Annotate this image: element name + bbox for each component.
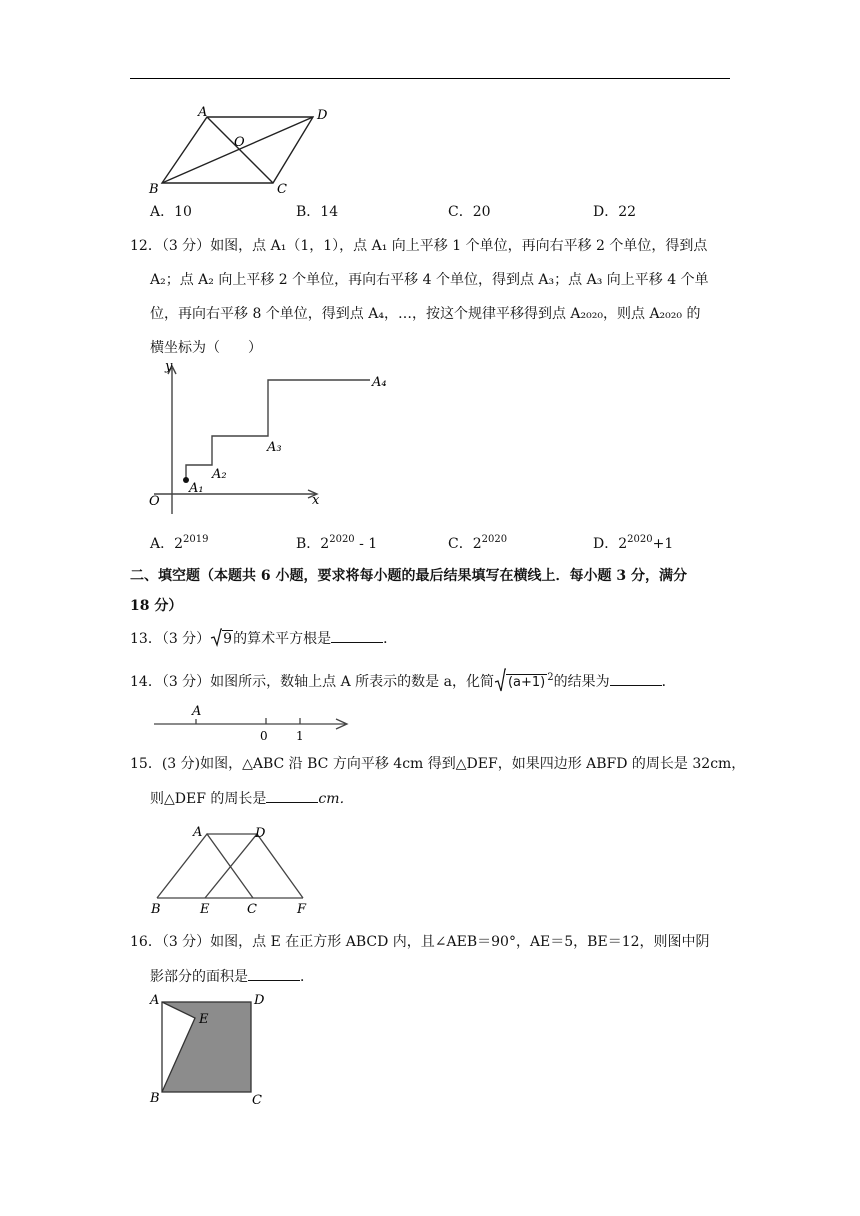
label-C: C [247, 902, 257, 917]
section-2-heading-line-2: 18 分） [130, 598, 183, 614]
q12-option-c: C．$2^{2020}$ [448, 534, 508, 552]
label-E: E [200, 902, 210, 917]
q15-line-1: 15．(3 分)如图，△ABC 沿 BC 方向平移 4cm 得到△DEF，如果四边形 ABFD 的周长是 32cm， [130, 756, 746, 772]
q14-answer-blank [610, 671, 662, 686]
q14-radicand: (a+1) [507, 675, 546, 690]
q11-option-b: B．14 [296, 204, 339, 220]
square-figure [145, 990, 275, 1110]
label-A: A [193, 825, 203, 840]
label-C: C [277, 182, 287, 197]
q12-option-a: A．$2^{2019}$ [150, 534, 209, 552]
q13-text: 13．（3 分） 9的算术平方根是 ． [130, 628, 397, 649]
q13-radicand: 9 [223, 631, 233, 647]
label-A: A [198, 105, 208, 120]
q14-exponent: 2 [547, 672, 554, 683]
q12-option-d: D．$2^{2020}+1$ [593, 534, 674, 552]
q15-answer-blank [266, 788, 318, 803]
x-axis-label: x [312, 493, 320, 508]
label-B: B [150, 1091, 160, 1106]
label-C: C [252, 1093, 262, 1108]
header-rule [130, 78, 730, 79]
section-2-heading-line-1: 二、填空题（本题共 6 小题，要求将每小题的最后结果填写在横线上．每小题 3 分，满分 [130, 568, 687, 584]
label-A4: A₄ [372, 375, 387, 390]
label-D: D [255, 826, 266, 841]
origin-label: O [149, 494, 160, 509]
q16-line-1: 16．（3 分）如图，点 E 在正方形 ABCD 内，且∠AEB＝90°，AE＝5，BE＝12，则图中阴 [130, 934, 710, 950]
parallelogram-figure [140, 100, 350, 200]
sqrt-symbol [210, 628, 222, 646]
triangles-figure [145, 822, 345, 917]
label-A: A [192, 704, 202, 719]
q12-line-1: 12．（3 分）如图，点 A₁（1，1），点 A₁ 向上平移 1 个单位，再向右平移 2 个单位，得到点 [130, 238, 708, 254]
q15-line-2: 则△DEF 的周长是 cm． [150, 788, 354, 809]
q16-answer-blank [248, 966, 300, 981]
sqrt-symbol [494, 668, 506, 692]
q12-line-3: 位，再向右平移 8 个单位，得到点 A₄，…，按这个规律平移得到点 A₂₀₂₀，则点 A₂₀₂₀ 的 [150, 306, 701, 322]
label-B: B [151, 902, 161, 917]
label-A: A [150, 993, 160, 1008]
label-A2: A₂ [212, 467, 227, 482]
label-E: E [199, 1012, 209, 1027]
q11-option-a: A．10 [150, 204, 192, 220]
y-axis-label: y [165, 359, 173, 374]
q12-line-2: A₂；点 A₂ 向上平移 2 个单位，再向右平移 4 个单位，得到点 A₃；点 A₃ 向上平移 4 个单 [150, 272, 709, 288]
label-D: D [317, 108, 328, 123]
q12-line-4: 横坐标为（ ） [150, 340, 262, 356]
tick-one: 1 [296, 729, 304, 743]
q12-option-b: B．$2^{2020} - 1$ [296, 534, 378, 552]
label-F: F [297, 902, 307, 917]
q11-option-d: D．22 [593, 204, 637, 220]
number-line-figure [150, 702, 360, 742]
staircase-figure [140, 359, 400, 522]
q11-option-c: C．20 [448, 204, 491, 220]
label-O: O [234, 135, 245, 150]
q14-text: 14．（3 分）如图所示，数轴上点 A 所表示的数是 a，化简 (a+1) $^2$的结果为 ． [130, 668, 676, 693]
q13-answer-blank [331, 628, 383, 643]
tick-zero: 0 [260, 729, 268, 743]
label-B: B [149, 182, 159, 197]
q16-line-2: 影部分的面积是 ． [150, 966, 314, 987]
label-A1: A₁ [189, 481, 204, 496]
label-A3: A₃ [267, 440, 282, 455]
label-D: D [254, 993, 265, 1008]
